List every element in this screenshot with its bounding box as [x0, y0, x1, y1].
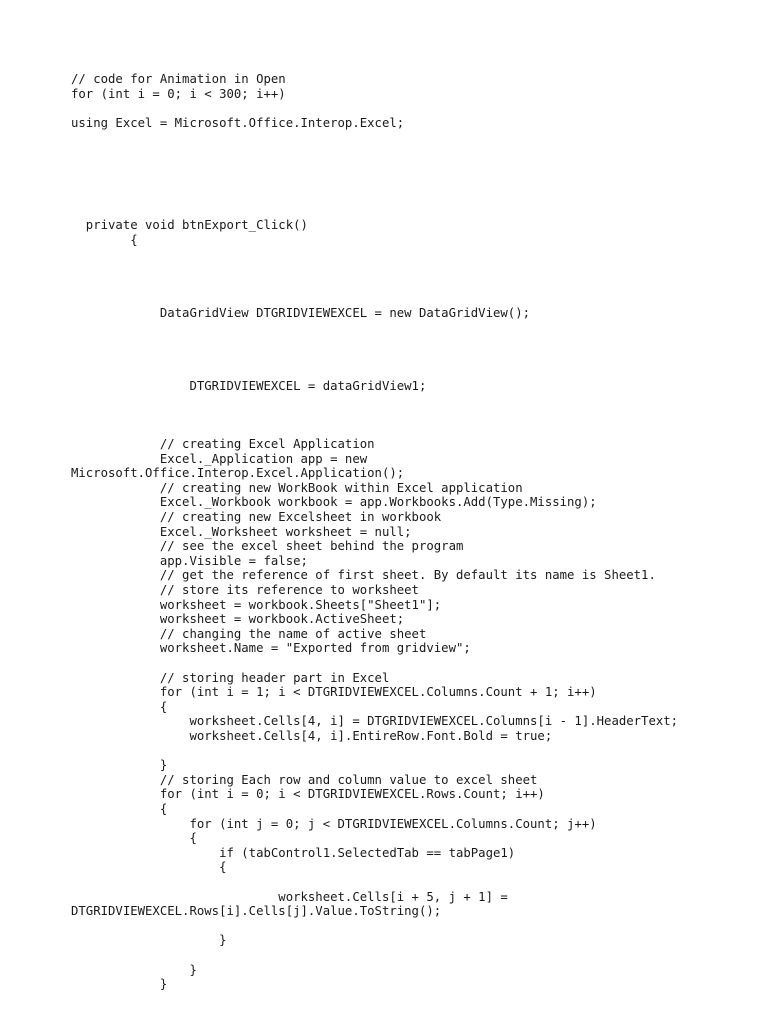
- code-line: }: [71, 933, 227, 948]
- code-line: private void btnExport_Click(): [71, 218, 308, 232]
- code-line: DTGRIDVIEWEXCEL = dataGridView1;: [71, 378, 427, 393]
- code-line: {: [71, 802, 168, 816]
- code-line: Excel._Application app = new: [71, 451, 368, 466]
- code-line: Excel._Workbook workbook = app.Workbooks.Add(Type.Missing);: [71, 495, 597, 510]
- code-line: }: [71, 962, 197, 977]
- code-line: // creating Excel Application: [71, 437, 375, 451]
- code-line: // get the reference of first sheet. By default its name is Sheet1.: [71, 568, 656, 583]
- code-line: // see the excel sheet behind the program: [71, 539, 464, 554]
- code-line: for (int j = 0; j < DTGRIDVIEWEXCEL.Columns.Count; j++): [71, 816, 597, 831]
- code-line: Microsoft.Office.Interop.Excel.Application();: [71, 466, 405, 481]
- code-line: worksheet = workbook.Sheets["Sheet1"];: [71, 597, 442, 612]
- code-line: for (int i = 1; i < DTGRIDVIEWEXCEL.Columns.Count + 1; i++): [71, 685, 597, 700]
- code-line: // creating new WorkBook within Excel application: [71, 480, 523, 495]
- code-line: {: [71, 860, 227, 875]
- code-line: // creating new Excelsheet in workbook: [71, 510, 442, 524]
- code-line: Excel._Worksheet worksheet = null;: [71, 524, 412, 539]
- code-line: DataGridView DTGRIDVIEWEXCEL = new DataGridView();: [71, 305, 531, 320]
- code-line: DTGRIDVIEWEXCEL.Rows[i].Cells[j].Value.ToString();: [71, 904, 442, 919]
- code-line: // storing header part in Excel: [71, 670, 390, 685]
- code-line: {: [71, 232, 138, 247]
- code-line: if (tabControl1.SelectedTab == tabPage1): [71, 845, 516, 860]
- code-line: // changing the name of active sheet: [71, 626, 427, 641]
- code-line: using Excel = Microsoft.Office.Interop.Excel;: [71, 115, 405, 130]
- code-line: {: [71, 831, 197, 846]
- code-line: for (int i = 0; i < DTGRIDVIEWEXCEL.Rows.Count; i++): [71, 787, 545, 802]
- code-line: // code for Animation in Open: [71, 72, 286, 86]
- code-line: // storing Each row and column value to excel sheet: [71, 772, 538, 787]
- code-line: worksheet = workbook.ActiveSheet;: [71, 612, 405, 627]
- code-line: for (int i = 0; i < 300; i++): [71, 86, 286, 101]
- code-line: worksheet.Name = "Exported from gridview";: [71, 641, 471, 656]
- code-line: // store its reference to worksheet: [71, 583, 419, 597]
- code-line: worksheet.Cells[4, i] = DTGRIDVIEWEXCEL.Columns[i - 1].HeaderText;: [71, 714, 679, 729]
- code-line: }: [71, 758, 168, 773]
- code-line: {: [71, 699, 168, 714]
- code-line: worksheet.Cells[i + 5, j + 1] =: [71, 889, 508, 904]
- code-line: app.Visible = false;: [71, 553, 308, 568]
- code-line: worksheet.Cells[4, i].EntireRow.Font.Bold = true;: [71, 729, 553, 743]
- code-line: }: [71, 977, 168, 992]
